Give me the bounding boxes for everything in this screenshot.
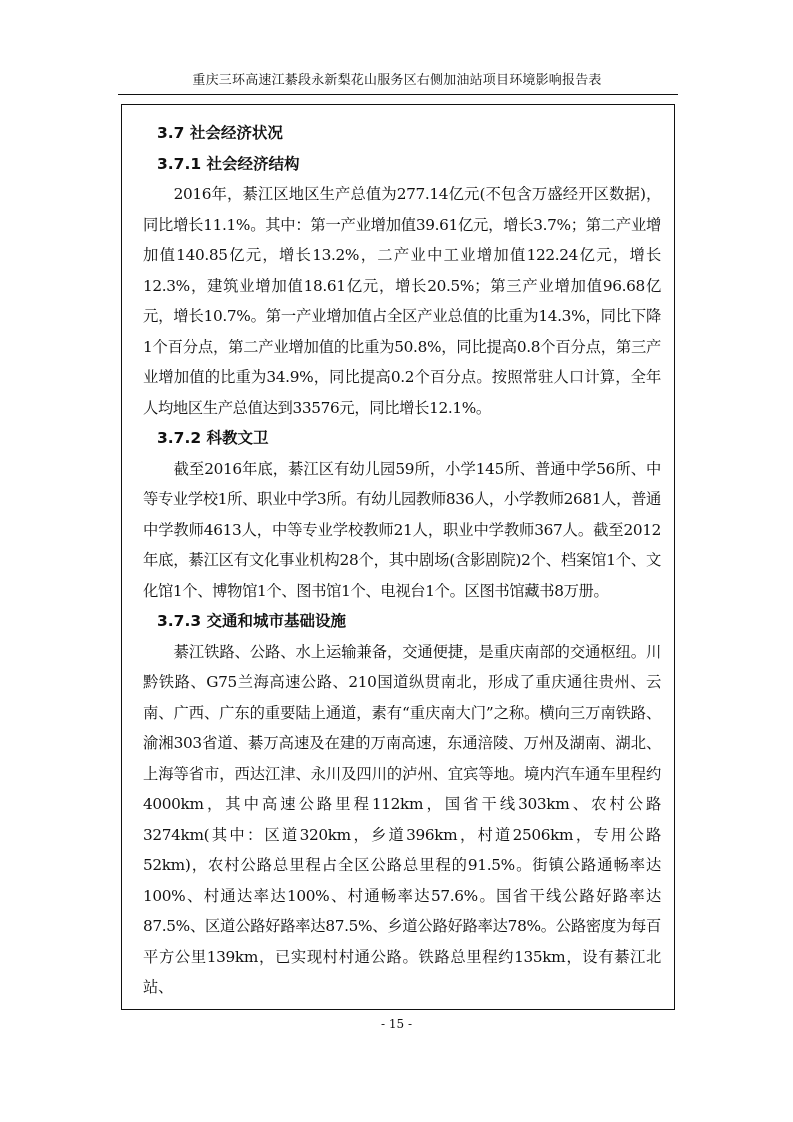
section-heading-3-7-1: 3.7.1 社会经济结构 [157,154,300,173]
header-rule [118,94,678,95]
document-body [143,118,661,1003]
section-heading-3-7: 3.7 社会经济状况 [157,124,283,142]
section-heading-3-7-3: 3.7.3 交通和城市基础设施 [157,612,347,630]
paragraph-socioeconomic-structure: 2016年，綦江区地区生产总值为277.14亿元(不包含万盛经开区数据)，同比增长11.1%。其中：第一产业增加值39.61亿元，增长3.7%；第二产业增加值140.85亿元，增长13.2%，二产业中工业增加值122.24亿元，增长12.3%，建筑业增加值18.61亿元，增长20.5%；第三产业增加值96.68亿元，增长10.7%。第一产业增加值占全区产业总值的比重为14.3%，同比下降1个百分点，第二产业增加值的比重为50.8%，同比提高0.8个百分点，第三产业增加值的比重为34.9%，同比提高0.2个百分点。按照常驻人口计算，全年人均地区生产总值达到33576元，同比增长12.1%。 [143,185,661,417]
paragraph-transport-infrastructure: 綦江铁路、公路、水上运输兼备，交通便捷，是重庆南部的交通枢纽。川黔铁路、G75兰海高速公路、210国道纵贯南北，形成了重庆通往贵州、云南、广西、广东的重要陆上通道，素有“重庆南大门”之称。横向三万南铁路、渝湘303省道、綦万高速及在建的万南高速，东通涪陵、万州及湖南、湖北、上海等省市，西达江津、永川及四川的泸州、宜宾等地。境内汽车通车里程约4000km，其中高速公路里程112km，国省干线303km、农村公路3274km(其中：区道320km，乡道396km，村道2506km，专用公路52km)，农村公路总里程占全区公路总里程的91.5%。街镇公路通畅率达100%、村通达率达100%、村通畅率达57.6%。国省干线公路好路率达87.5%、区道公路好路率达87.5%、乡道公路好路率达78%。公路密度为每百平方公里139km，已实现村村通公路。铁路总里程约135km，设有綦江北站、 [143,642,661,996]
page-number: - 15 - [380,1017,412,1031]
paragraph-education-culture: 截至2016年底，綦江区有幼儿园59所，小学145所、普通中学56所、中等专业学校1所、职业中学3所。有幼儿园教师836人，小学教师2681人，普通中学教师4613人，中等专业学校教师21人，职业中学教师367人。截至2012年底，綦江区有文化事业机构28个，其中剧场(含影剧院)2个、档案馆1个、文化馆1个、博物馆1个、图书馆1个、电视台1个。区图书馆藏书8万册。 [143,459,661,600]
section-heading-3-7-2: 3.7.2 科教文卫 [157,429,269,447]
running-header: 重庆三环高速江綦段永新梨花山服务区右侧加油站项目环境影响报告表 [192,73,602,88]
